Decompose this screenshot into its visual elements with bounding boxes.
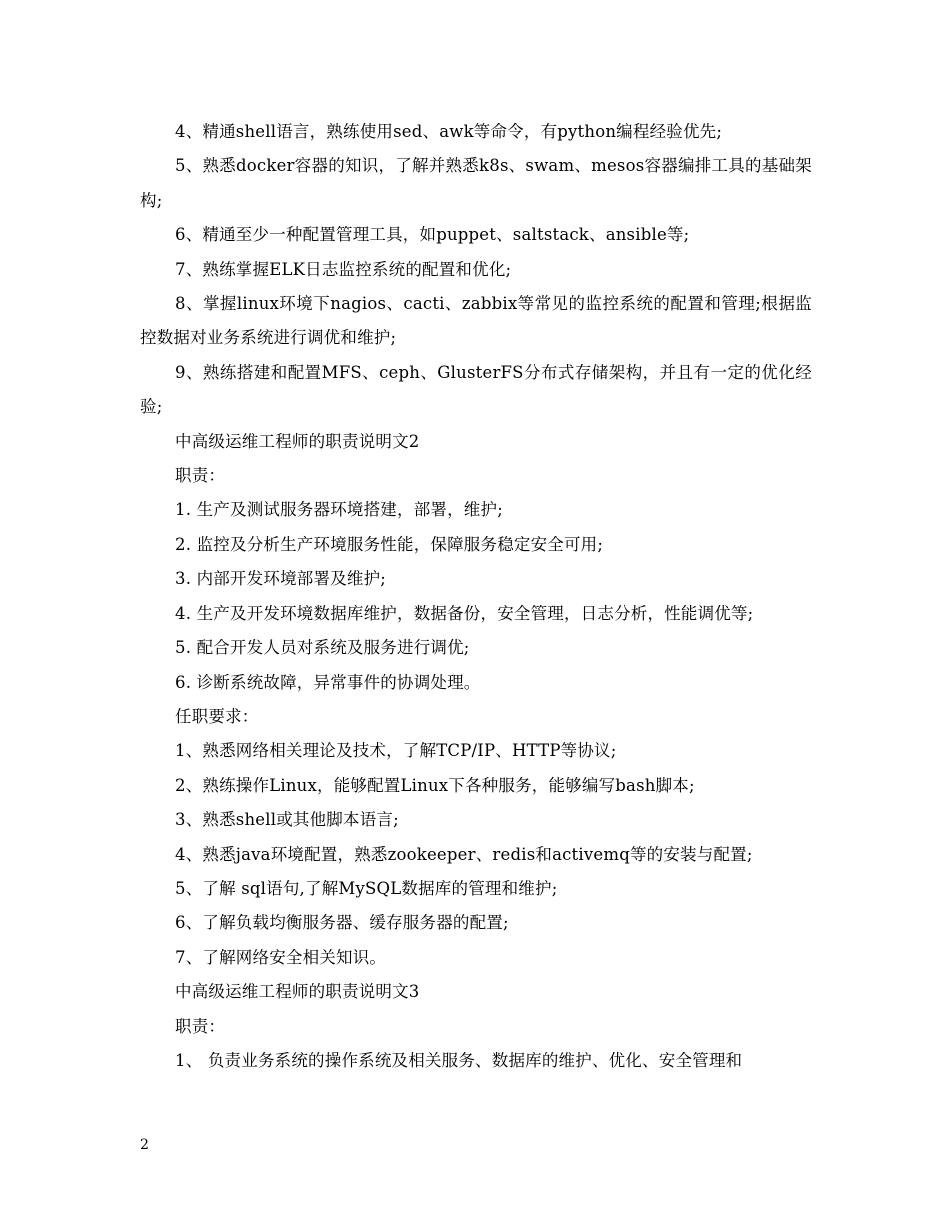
paragraph-req-4: 4、精通shell语言，熟练使用sed、awk等命令，有python编程经验优先; [175, 122, 723, 141]
requirement-item-5: 5、了解 sql语句,了解MySQL数据库的管理和维护; [175, 878, 558, 898]
duty-item-6: 6. 诊断系统故障，异常事件的协调处理。 [175, 672, 481, 692]
duty-item-2: 2. 监控及分析生产环境服务性能，保障服务稳定安全可用; [175, 534, 604, 554]
requirement-item-7: 7、了解网络安全相关知识。 [175, 947, 387, 967]
section-heading-3: 中高级运维工程师的职责说明文3 [175, 982, 420, 1002]
requirements-label: 任职要求： [175, 706, 259, 726]
requirement-item-2: 2、熟练操作Linux，能够配置Linux下各种服务，能够编写bash脚本; [175, 775, 695, 795]
duties-label-2: 职责： [175, 466, 226, 486]
paragraph-req-9: 9、熟练搭建和配置MFS、ceph、GlusterFS分布式存储架构，并且有一定的优化经验; [140, 362, 812, 417]
requirement-item-3: 3、熟悉shell或其他脚本语言; [175, 810, 399, 830]
section-heading-2: 中高级运维工程师的职责说明文2 [175, 431, 420, 451]
paragraph-req-8: 8、掌握linux环境下nagios、cacti、zabbix等常见的监控系统的配置和管理;根据监控数据对业务系统进行调优和维护; [140, 294, 812, 348]
page-number: 2 [140, 1137, 149, 1153]
duties-label-3: 职责： [175, 1016, 226, 1036]
requirement-item-6: 6、了解负载均衡服务器、缓存服务器的配置; [175, 913, 509, 933]
duty-item-1: 1. 生产及测试服务器环境搭建，部署，维护; [175, 500, 503, 520]
duty-item-3: 3. 内部开发环境部署及维护; [175, 569, 387, 589]
duty-item-3-1: 1、 负责业务系统的操作系统及相关服务、数据库的维护、优化、安全管理和 [175, 1050, 743, 1070]
paragraph-req-5: 5、熟悉docker容器的知识，了解并熟悉k8s、swam、mesos容器编排工具的基础架构; [140, 156, 812, 210]
requirement-item-4: 4、熟悉java环境配置，熟悉zookeeper、redis和activemq等的安装与配置; [175, 844, 753, 864]
requirement-item-1: 1、熟悉网络相关理论及技术，了解TCP/IP、HTTP等协议; [175, 741, 617, 761]
paragraph-req-6: 6、精通至少一种配置管理工具，如puppet、saltstack、ansible等; [175, 225, 690, 245]
paragraph-req-7: 7、熟练掌握ELK日志监控系统的配置和优化; [175, 259, 512, 279]
document-body [140, 115, 812, 1078]
duty-item-4: 4. 生产及开发环境数据库维护，数据备份，安全管理，日志分析，性能调优等; [175, 603, 754, 623]
duty-item-5: 5. 配合开发人员对系统及服务进行调优; [175, 638, 470, 658]
